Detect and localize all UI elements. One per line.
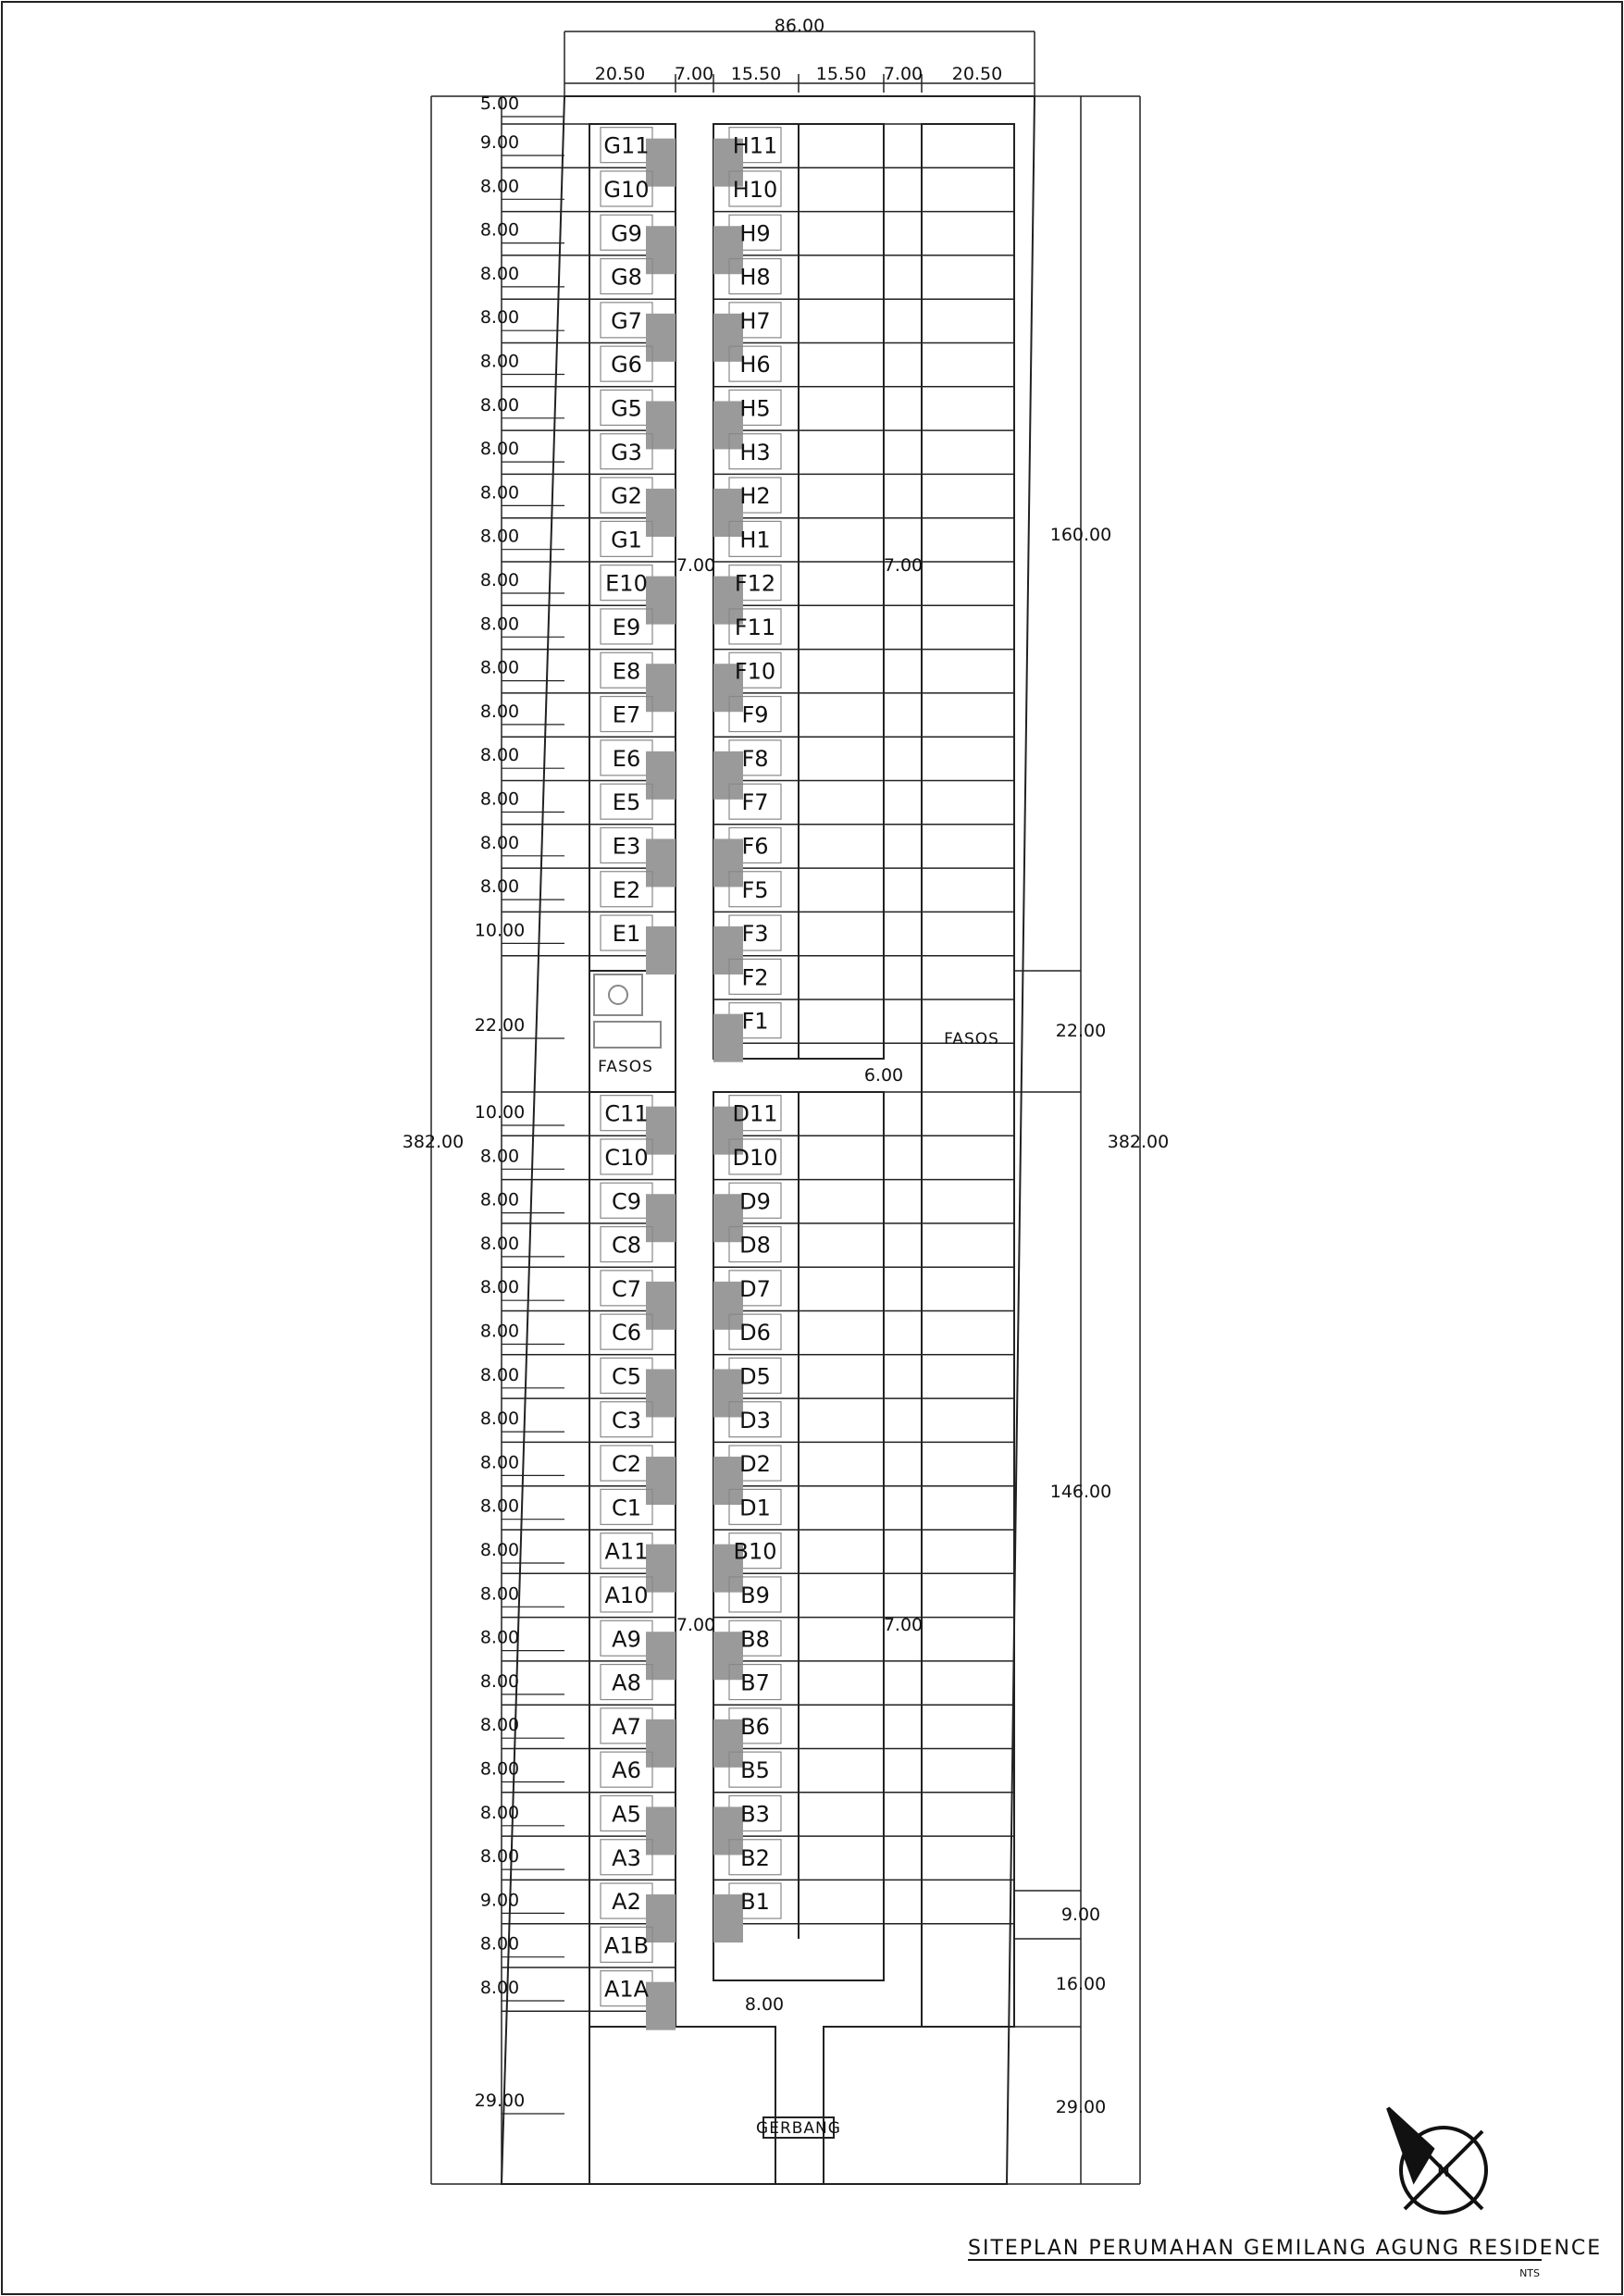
court-icon: [594, 974, 642, 1015]
lot-label: D11: [732, 1100, 778, 1127]
top-dim-1: 20.50: [594, 64, 646, 84]
lot-label: A8: [612, 1669, 641, 1696]
carport-shade: [713, 1806, 743, 1855]
fasos-right-label: FASOS: [944, 1030, 999, 1049]
lot-label: G2: [611, 483, 642, 510]
road-dim-left-upper: 7.00: [676, 555, 716, 576]
facility-building-icon: [594, 1022, 661, 1048]
lot-label: G6: [611, 352, 642, 379]
lot-label: C1: [611, 1495, 642, 1521]
row-dimension: 29.00: [474, 2091, 526, 2111]
carport-shade: [646, 489, 676, 537]
row-dimension: 8.00: [479, 263, 520, 284]
lot-label: A6: [612, 1757, 641, 1784]
lot-label: F12: [734, 570, 776, 597]
row-dimension: 8.00: [479, 307, 520, 329]
fasos-left-label: FASOS: [598, 1058, 653, 1076]
row-dimension: 8.00: [479, 1933, 520, 1955]
right-dim-22: 22.00: [1055, 1021, 1107, 1041]
carport-shade: [713, 838, 743, 887]
compass-letter: N: [1436, 2161, 1451, 2181]
lot-label: F11: [734, 614, 776, 640]
top-dim-3: 15.50: [730, 64, 782, 84]
row-dimension: 9.00: [479, 1890, 520, 1911]
row-dimension: 8.00: [479, 570, 520, 590]
row-dimension: 8.00: [479, 876, 520, 898]
lot-label: F8: [741, 745, 769, 772]
row-dimension: 8.00: [479, 1189, 520, 1210]
lot-label: A1A: [603, 1976, 650, 2003]
lot-label: D1: [739, 1495, 771, 1521]
row-dimension: 8.00: [479, 176, 520, 197]
row-dimension: 8.00: [479, 1846, 520, 1868]
lot-label: E6: [612, 745, 641, 772]
row-dimension: 8.00: [479, 1758, 520, 1780]
lot-label: F3: [741, 921, 769, 948]
carport-shade: [646, 226, 676, 274]
carport-shade: [646, 751, 676, 800]
lot-label: H8: [739, 264, 771, 291]
lot-label: F10: [734, 658, 776, 685]
lot-label: H1: [739, 527, 771, 553]
carport-shade: [646, 1282, 676, 1330]
row-dimension: 8.00: [479, 439, 520, 460]
block-right: [922, 124, 1014, 2027]
row-dimension: 9.00: [479, 132, 520, 153]
left-total-dim: 382.00: [402, 1132, 465, 1152]
lot-label: H7: [739, 307, 771, 334]
carport-shade: [646, 577, 676, 625]
lot-label: G1: [611, 527, 642, 553]
lot-label: C2: [611, 1451, 642, 1478]
lot-label: D6: [739, 1320, 771, 1347]
carport-shade: [713, 1632, 743, 1680]
lot-label: A2: [612, 1889, 641, 1916]
gate-label: GERBANG: [756, 2119, 841, 2138]
road-dim-mid-gap: 6.00: [863, 1065, 904, 1086]
lot-label: E5: [612, 789, 641, 816]
lot-label: E2: [612, 876, 641, 903]
row-dimension: 8.00: [479, 745, 520, 766]
drawing-title: SITEPLAN PERUMAHAN GEMILANG AGUNG RESIDENCE: [968, 2237, 1603, 2260]
row-dimension: 10.00: [474, 920, 526, 941]
lot-label: G3: [611, 439, 642, 465]
scale-note: NTS: [1519, 2267, 1540, 2279]
lot-label: C6: [611, 1320, 642, 1347]
carport-shade: [713, 1014, 743, 1062]
lot-label: B1: [740, 1889, 770, 1916]
lot-label: G9: [611, 220, 642, 247]
carport-shade: [646, 1982, 676, 2030]
lot-label: D2: [739, 1451, 771, 1478]
row-dimension: 8.00: [479, 832, 520, 853]
carport-shade: [646, 1545, 676, 1593]
lot-label: A1B: [603, 1932, 650, 1959]
row-dimension: 10.00: [474, 1102, 526, 1123]
row-dimension: 8.00: [479, 1277, 520, 1298]
top-total-dim: 86.00: [774, 16, 825, 36]
lot-label: H6: [739, 352, 771, 379]
road-dim-right-upper: 7.00: [883, 555, 924, 576]
lot-label: A7: [612, 1713, 641, 1740]
lot-label: B8: [740, 1626, 770, 1653]
lot-label: B7: [740, 1669, 770, 1696]
carport-shade: [713, 314, 743, 362]
carport-shade: [646, 1457, 676, 1505]
row-dimension: 8.00: [479, 1321, 520, 1342]
lot-label: D10: [732, 1144, 778, 1171]
carport-shade: [646, 314, 676, 362]
lot-label: F7: [741, 789, 769, 816]
road-dim-left-lower: 7.00: [676, 1615, 716, 1635]
lot-label: E8: [612, 658, 641, 685]
lot-label: A10: [604, 1582, 649, 1608]
road-dim-gate-width: 8.00: [744, 1994, 785, 2015]
lot-label: D7: [739, 1275, 771, 1302]
lot-label: C11: [604, 1100, 649, 1127]
carport-shade: [646, 926, 676, 974]
lot-label: H9: [739, 220, 771, 247]
right-dim-160: 160.00: [1049, 525, 1112, 545]
row-dimension: 8.00: [479, 1233, 520, 1254]
lot-label: G11: [603, 132, 650, 159]
carport-shade: [646, 1806, 676, 1855]
row-dimension: 8.00: [479, 1364, 520, 1385]
row-dimension: 8.00: [479, 1496, 520, 1517]
carport-shade: [646, 1719, 676, 1768]
lot-label: B9: [740, 1582, 770, 1608]
lot-label: F9: [741, 701, 769, 728]
lot-label: D3: [739, 1407, 771, 1433]
lot-label: A5: [612, 1801, 641, 1828]
lot-label: H10: [732, 176, 778, 203]
top-dim-6: 20.50: [951, 64, 1003, 84]
lot-label: D9: [739, 1188, 771, 1215]
lot-label: C10: [604, 1144, 649, 1171]
carport-shade: [646, 1894, 676, 1942]
lot-label: B10: [733, 1538, 777, 1565]
lot-label: D5: [739, 1363, 771, 1390]
carport-shade: [646, 401, 676, 449]
top-dim-5: 7.00: [883, 64, 924, 84]
row-dimension: 8.00: [479, 1146, 520, 1167]
row-dimension: 8.00: [479, 526, 520, 547]
lot-label: A9: [612, 1626, 641, 1653]
lot-label: F2: [741, 964, 769, 991]
lot-label: D8: [739, 1232, 771, 1259]
top-dim-4: 15.50: [815, 64, 867, 84]
row-dimension: 8.00: [479, 1715, 520, 1736]
lot-label: B6: [740, 1713, 770, 1740]
lot-label: E9: [612, 614, 641, 640]
lot-label: C9: [611, 1188, 642, 1215]
row-dimension: 8.00: [479, 1627, 520, 1648]
right-dim-9: 9.00: [1060, 1905, 1101, 1925]
lot-label: C5: [611, 1363, 642, 1390]
carport-shade: [646, 664, 676, 712]
lot-label: C3: [611, 1407, 642, 1433]
lot-label: C7: [611, 1275, 642, 1302]
lot-label: E10: [605, 570, 648, 597]
lot-label: B3: [740, 1801, 770, 1828]
row-dimension: 8.00: [479, 482, 520, 503]
row-dimension: 8.00: [479, 219, 520, 241]
carport-shade: [713, 1894, 743, 1942]
carport-shade: [713, 926, 743, 974]
row-dimension: 8.00: [479, 788, 520, 810]
lot-label: F1: [741, 1008, 769, 1035]
row-dimension: 8.00: [479, 1978, 520, 1998]
lot-label: H3: [739, 439, 771, 465]
row-dimension: 8.00: [479, 701, 520, 722]
row-dimension: 8.00: [479, 1452, 520, 1473]
lot-label: A3: [612, 1844, 641, 1871]
lot-label: E3: [612, 833, 641, 860]
lot-label: B5: [740, 1757, 770, 1784]
right-dim-29: 29.00: [1055, 2097, 1107, 2117]
carport-shade: [713, 226, 743, 274]
road-dim-right-lower: 7.00: [883, 1615, 924, 1635]
carport-shade: [646, 1194, 676, 1242]
row-dimension: 22.00: [474, 1015, 526, 1036]
row-dimension: 8.00: [479, 1409, 520, 1430]
row-dimension: 8.00: [479, 614, 520, 635]
lot-label: E1: [612, 921, 641, 948]
right-total-dim: 382.00: [1107, 1132, 1170, 1152]
lot-label: G10: [603, 176, 650, 203]
carport-shade: [713, 489, 743, 537]
lot-label: B2: [740, 1844, 770, 1871]
lot-label: F6: [741, 833, 769, 860]
carport-shade: [713, 751, 743, 800]
lot-label: A11: [604, 1538, 649, 1565]
lot-label: G5: [611, 395, 642, 422]
row-dimension: 8.00: [479, 1583, 520, 1605]
sheet-border: [2, 2, 1622, 2294]
carport-shade: [646, 1632, 676, 1680]
lot-label: H5: [739, 395, 771, 422]
carport-shade: [713, 1719, 743, 1768]
carport-shade: [646, 1107, 676, 1155]
lot-label: H2: [739, 483, 771, 510]
row-dimension: 8.00: [479, 1670, 520, 1692]
top-dim-2: 7.00: [674, 64, 714, 84]
row-dimension: 5.00: [479, 93, 520, 114]
lot-label: H11: [732, 132, 778, 159]
carport-shade: [713, 401, 743, 449]
row-dimension: 8.00: [479, 1540, 520, 1560]
right-dim-146: 146.00: [1049, 1482, 1112, 1502]
lot-label: C8: [611, 1232, 642, 1259]
lot-label: E7: [612, 701, 641, 728]
row-dimension: 8.00: [479, 1802, 520, 1823]
carport-shade: [646, 139, 676, 187]
carport-shade: [646, 1369, 676, 1417]
row-dimension: 8.00: [479, 657, 520, 678]
right-dim-16: 16.00: [1055, 1974, 1107, 1994]
lot-label: G8: [611, 264, 642, 291]
lot-label: F5: [741, 876, 769, 903]
lot-label: G7: [611, 307, 642, 334]
row-dimension: 8.00: [479, 351, 520, 372]
carport-shade: [646, 838, 676, 887]
row-dimension: 8.00: [479, 394, 520, 416]
